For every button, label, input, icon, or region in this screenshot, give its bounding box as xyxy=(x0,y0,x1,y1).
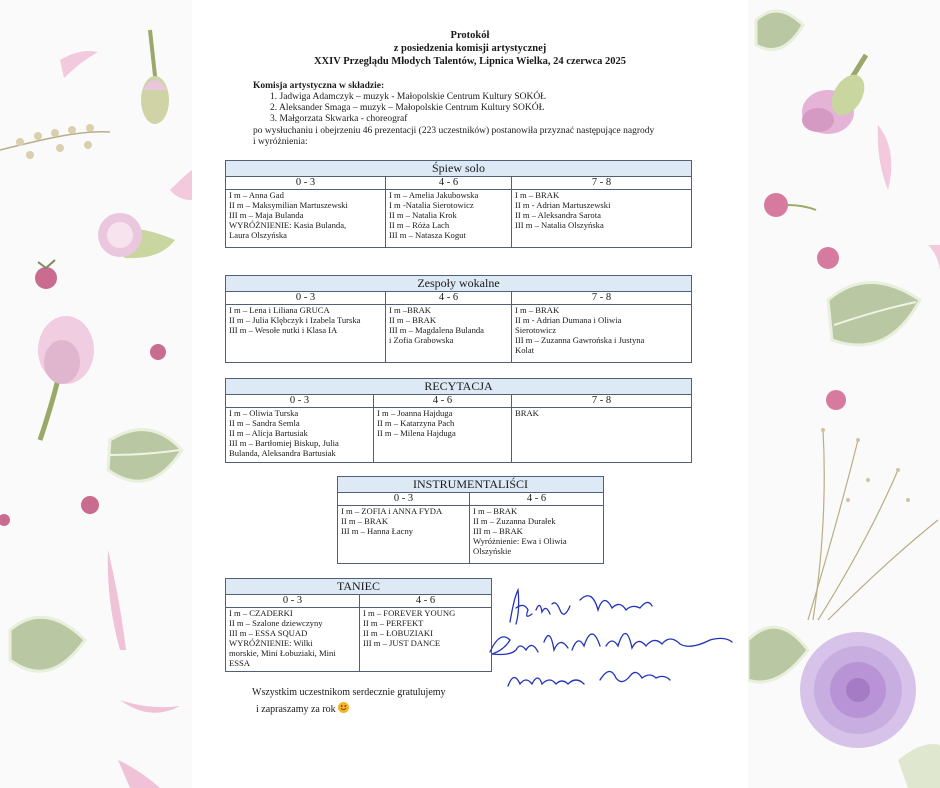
result-line: I m – FOREVER YOUNG xyxy=(363,608,456,618)
age-header: 0 - 3 xyxy=(226,177,386,190)
closing-text: Wszystkim uczestnikom serdecznie gratulujemy xyxy=(252,687,446,698)
result-line: II m – Sandra Semla xyxy=(229,418,300,428)
result-line: WYRÓŻNIENIE: Wilki xyxy=(229,638,313,648)
table-taniec xyxy=(225,578,492,672)
floral-decoration-left xyxy=(0,0,192,788)
committee-member: 1. Jadwiga Adamczyk – muzyk - Małopolskie Centrum Kultury SOKÓŁ xyxy=(270,92,546,102)
result-line: I m – BRAK xyxy=(473,506,518,516)
result-line: II m – Róża Lach xyxy=(389,220,450,230)
result-line: II m – Aleksandra Sarota xyxy=(515,210,601,220)
age-header: 4 - 6 xyxy=(374,395,512,408)
result-line: Sierotowicz xyxy=(515,325,557,335)
signature-3 xyxy=(508,671,670,686)
section-title: INSTRUMENTALIŚCI xyxy=(338,477,604,493)
result-line: i Zofia Grabowska xyxy=(389,335,454,345)
table-instrumentalisci xyxy=(337,476,604,564)
age-header: 0 - 3 xyxy=(226,595,360,608)
results-cell xyxy=(386,190,512,248)
age-header: 4 - 6 xyxy=(386,292,512,305)
committee-member: 2. Aleksander Smaga – muzyk – Małopolskie Centrum Kultury SOKÓŁ xyxy=(270,103,545,113)
results-cell xyxy=(512,305,692,363)
committee-heading: Komisja artystyczna w składzie: xyxy=(253,81,385,91)
result-line: III m – Natasza Kogut xyxy=(389,230,466,240)
age-header: 4 - 6 xyxy=(386,177,512,190)
result-line: II m - Adrian Dumana i Oliwia xyxy=(515,315,622,325)
result-line: III m – JUST DANCE xyxy=(363,638,441,648)
event-name: XXIV Przeglądu Młodych Talentów, Lipnica Wielka, 24 czerwca 2025 xyxy=(313,56,627,67)
committee-member: 3. Małgorzata Skwarka - choreograf xyxy=(270,114,408,124)
results-cell xyxy=(338,506,470,564)
result-line: II m – PERFEKT xyxy=(363,618,424,628)
results-cell xyxy=(470,506,604,564)
result-line: Wyróżnienie: Ewa i Oliwia xyxy=(473,536,567,546)
floral-decoration-right xyxy=(748,0,940,788)
result-line: III m – Wesołe nutki i Klasa IA xyxy=(229,325,338,335)
result-line: II m – ŁOBUZIAKI xyxy=(363,628,433,638)
document-title: Protokół xyxy=(450,30,490,41)
age-header: 7 - 8 xyxy=(512,177,692,190)
signature-2 xyxy=(490,633,732,654)
section-title: RECYTACJA xyxy=(226,379,692,395)
result-line: I m -Natalia Sierotowicz xyxy=(389,200,474,210)
result-line: II m – Szalone dziewczyny xyxy=(229,618,323,628)
result-line: II m – BRAK xyxy=(341,516,389,526)
results-cell xyxy=(226,305,386,363)
results-cell xyxy=(226,408,374,463)
result-line: WYRÓŻNIENIE: Kasia Bulanda, xyxy=(229,220,347,230)
section-title: Zespoły wokalne xyxy=(226,276,692,292)
result-line: III m – Zuzanna Gawrońska i Justyna xyxy=(515,335,645,345)
signature-1 xyxy=(510,590,652,624)
result-line: Kolat xyxy=(515,345,535,355)
table-recytacja xyxy=(225,378,692,463)
result-line: III m – Bartłomiej Biskup, Julia xyxy=(229,438,339,448)
result-line: I m – Oliwia Turska xyxy=(229,408,299,418)
chrysanthemum-icon xyxy=(800,632,916,748)
document-subtitle: z posiedzenia komisji artystycznej xyxy=(393,43,547,54)
result-line: III m – Natalia Olszyńska xyxy=(515,220,604,230)
age-header: 0 - 3 xyxy=(226,292,386,305)
result-line: III m – Hanna Łacny xyxy=(341,526,414,536)
result-line: I m – Amelia Jakubowska xyxy=(389,190,479,200)
age-header: 4 - 6 xyxy=(470,493,604,506)
result-line: Olszyńskie xyxy=(473,546,512,556)
result-line: BRAK xyxy=(515,408,539,418)
table-spiew-solo xyxy=(225,160,692,248)
result-line: III m – Maja Bulanda xyxy=(229,210,304,220)
results-cell xyxy=(386,305,512,363)
result-line: II m – Katarzyna Pach xyxy=(377,418,455,428)
result-line: III m – BRAK xyxy=(473,526,523,536)
result-line: I m – BRAK xyxy=(515,190,560,200)
signatures xyxy=(480,580,740,700)
result-line: II m – Natalia Krok xyxy=(389,210,457,220)
result-line: Laura Olszyńska xyxy=(229,230,287,240)
result-line: II m – BRAK xyxy=(389,315,437,325)
result-line: I m – ZOFIA i ANNA FYDA xyxy=(341,506,443,516)
results-cell xyxy=(512,408,692,463)
results-cell xyxy=(226,190,386,248)
result-line: I m – BRAK xyxy=(515,305,560,315)
result-line: II m - Adrian Martuszewski xyxy=(515,200,611,210)
results-cell xyxy=(374,408,512,463)
result-line: III m – Magdalena Bulanda xyxy=(389,325,484,335)
result-line: I m –BRAK xyxy=(389,305,432,315)
result-line: I m – CZADERKI xyxy=(229,608,293,618)
results-cell xyxy=(360,608,492,672)
age-header: 7 - 8 xyxy=(512,395,692,408)
intro-text: po wysłuchaniu i obejrzeniu 46 prezentacji (223 uczestników) postanowiła przyznać następujące nagrody xyxy=(253,126,655,136)
closing-text-cont xyxy=(256,702,349,717)
age-header: 7 - 8 xyxy=(512,292,692,305)
result-line: Bulanda, Aleksandra Bartusiak xyxy=(229,448,336,458)
intro-text-cont: i wyróżnienia: xyxy=(253,137,308,147)
result-line: morskie, Mini Łobuziaki, Mini xyxy=(229,648,336,658)
age-header: 0 - 3 xyxy=(338,493,470,506)
result-line: II m – Julia Klębczyk i Izabela Turska xyxy=(229,315,361,325)
table-zespoly-wokalne xyxy=(225,275,692,363)
results-cell xyxy=(512,190,692,248)
result-line: III m – ESSA SQUAD xyxy=(229,628,308,638)
age-header: 4 - 6 xyxy=(360,595,492,608)
section-title: Śpiew solo xyxy=(226,161,692,177)
result-line: I m – Anna Gad xyxy=(229,190,284,200)
smiley-icon xyxy=(338,702,349,713)
result-line: I m – Lena i Liliana GRUCA xyxy=(229,305,330,315)
age-header: 0 - 3 xyxy=(226,395,374,408)
section-title: TANIEC xyxy=(226,579,492,595)
results-cell xyxy=(226,608,360,672)
result-line: II m – Milena Hajduga xyxy=(377,428,456,438)
result-line: ESSA xyxy=(229,658,251,668)
result-line: II m – Maksymilian Martuszewski xyxy=(229,200,348,210)
result-line: I m – Joanna Hajduga xyxy=(377,408,453,418)
result-line: II m – Alicja Bartusiak xyxy=(229,428,308,438)
closing-text-line: i zapraszamy za rok xyxy=(256,704,336,715)
result-line: II m – Zuzanna Durałek xyxy=(473,516,556,526)
